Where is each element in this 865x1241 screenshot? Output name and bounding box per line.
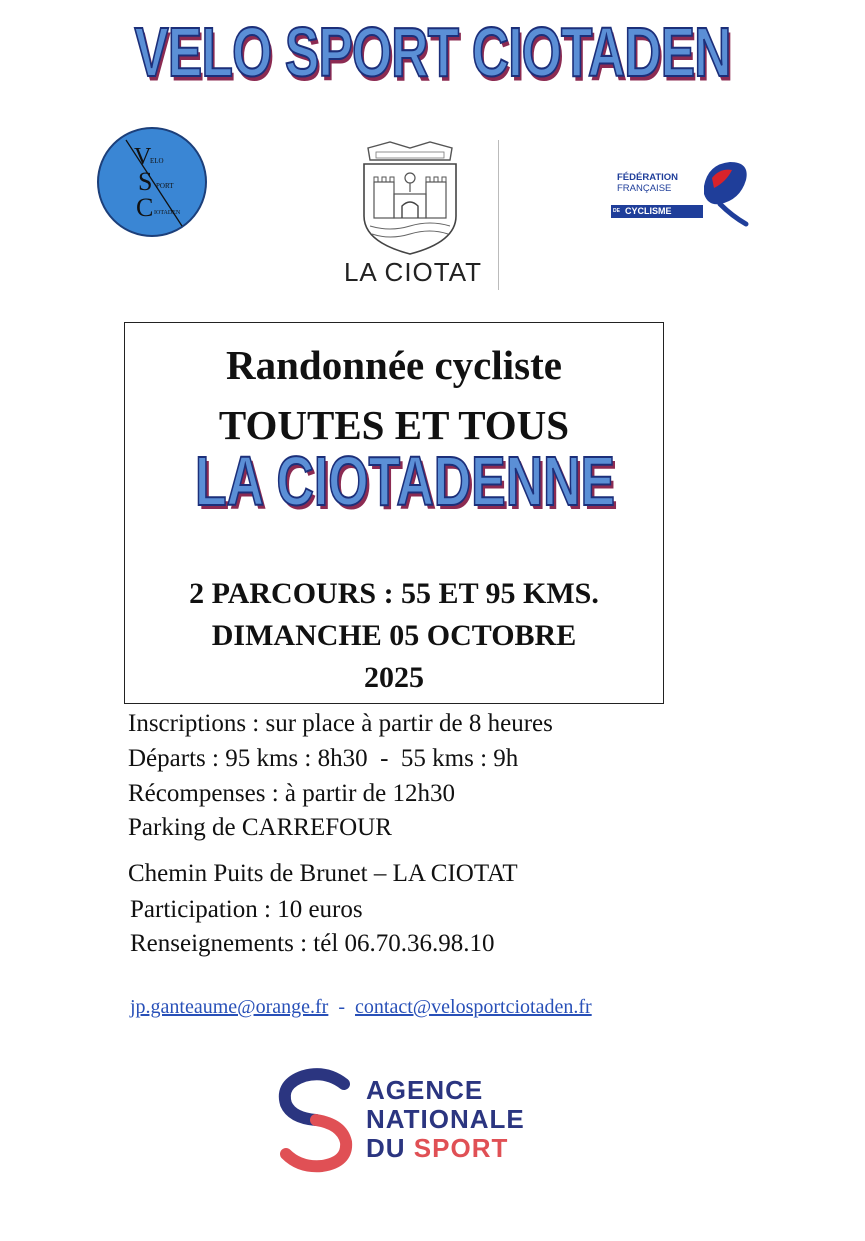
info-recompenses: Récompenses : à partir de 12h30: [128, 780, 455, 807]
info-address: Chemin Puits de Brunet – LA CIOTAT: [128, 860, 518, 887]
event-routes: 2 PARCOURS : 55 ET 95 KMS.: [189, 577, 599, 610]
ans-line3: [366, 1134, 525, 1163]
info-renseignements: Renseignements : tél 06.70.36.98.10: [130, 930, 495, 957]
vsc-letter-v: V: [134, 144, 152, 170]
event-name: LA CIOTADENNE: [194, 442, 616, 520]
ffc-bar-prefix: DE: [613, 208, 620, 214]
ans-line1: AGENCE: [366, 1075, 484, 1105]
ffc-line1: FÉDÉRATION: [617, 172, 679, 183]
ffc-bar-text: CYCLISME: [625, 206, 672, 216]
event-box: [124, 322, 664, 704]
event-date: DIMANCHE 05 OCTOBRE: [211, 619, 577, 652]
club-title: VELO SPORT CIOTADEN: [134, 13, 731, 91]
city-coat-of-arms-icon: [350, 138, 470, 258]
email-link-ganteaume[interactable]: jp.ganteaume@orange.fr: [130, 996, 329, 1018]
info-inscriptions: Inscriptions : sur place à partir de 8 heures: [128, 710, 553, 737]
contact-emails: [130, 996, 592, 1019]
ffc-bar: [611, 205, 703, 218]
ans-line3-highlight: SPORT: [413, 1133, 509, 1163]
email-separator: -: [338, 996, 346, 1018]
agence-nationale-sport-logo-icon: [266, 1062, 366, 1174]
event-type: Randonnée cycliste: [226, 342, 562, 388]
vsc-word-iotaden: IOTADEN: [154, 210, 181, 216]
info-participation: Participation : 10 euros: [130, 896, 363, 923]
info-departs: Départs : 95 kms : 8h30 - 55 kms : 9h: [128, 745, 519, 772]
event-year: 2025: [364, 661, 424, 694]
vsc-letter-s: S: [138, 167, 153, 196]
vsc-letter-c: C: [136, 193, 154, 222]
vsc-logo-icon: [96, 126, 208, 238]
vsc-word-port: PORT: [156, 182, 174, 190]
city-name: LA CIOTAT: [343, 257, 483, 287]
agence-nationale-sport-logo: [266, 1058, 556, 1178]
ffc-line2: FRANÇAISE: [617, 183, 672, 194]
info-parking: Parking de CARREFOUR: [128, 814, 392, 841]
ans-line3-prefix: DU: [366, 1133, 406, 1163]
vsc-word-elo: ELO: [150, 157, 164, 165]
ffc-label: [617, 172, 717, 194]
ans-line2: NATIONALE: [366, 1104, 525, 1134]
ans-text: [366, 1076, 525, 1163]
email-link-contact[interactable]: contact@velosportciotaden.fr: [355, 996, 592, 1018]
event-audience: TOUTES ET TOUS: [218, 402, 570, 448]
